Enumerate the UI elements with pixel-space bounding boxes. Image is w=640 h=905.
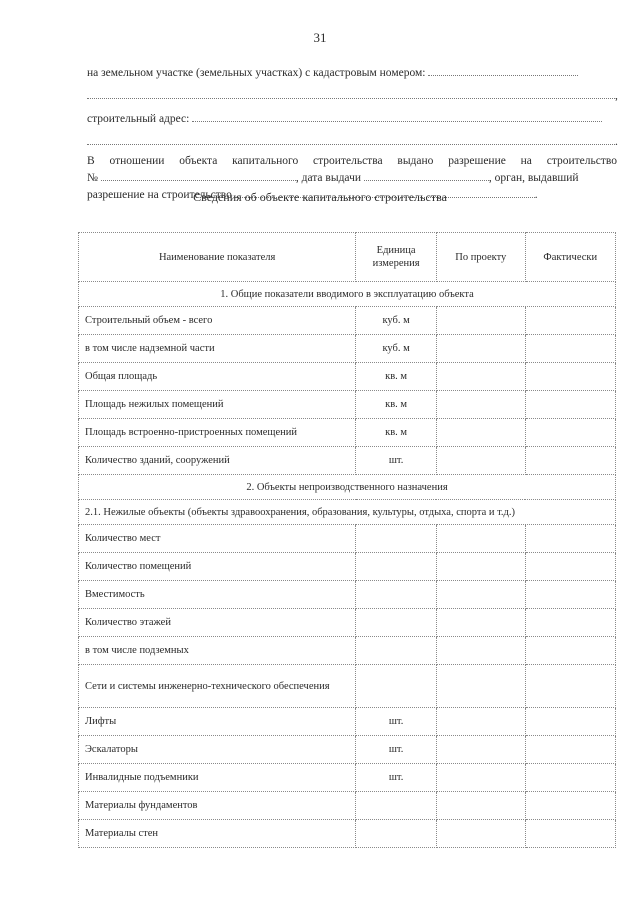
blank-line-2: . [87, 133, 617, 150]
row-name: Эскалаторы [79, 736, 356, 764]
table-row [79, 792, 616, 820]
table-row [79, 525, 616, 553]
row-project-cell[interactable] [436, 391, 525, 419]
row-project-cell[interactable] [436, 792, 525, 820]
permit-number-field[interactable] [101, 169, 296, 181]
row-project-cell[interactable] [436, 609, 525, 637]
table-row [79, 419, 616, 447]
row-project-cell[interactable] [436, 419, 525, 447]
row-unit [356, 609, 437, 637]
issuer-continuation-label: разрешение на строительство [87, 189, 232, 201]
row-project-cell[interactable] [436, 363, 525, 391]
row-unit [356, 581, 437, 609]
table-row [79, 391, 616, 419]
row-actual-cell[interactable] [525, 553, 615, 581]
row-unit: шт. [356, 708, 437, 736]
address-label: строительный адрес: [87, 113, 190, 125]
row-unit: кв. м [356, 419, 437, 447]
row-unit: кв. м [356, 363, 437, 391]
row-name: Площадь встроенно-пристроенных помещений [79, 419, 356, 447]
row-actual-cell[interactable] [525, 525, 615, 553]
row-project-cell[interactable] [436, 637, 525, 665]
table-row [79, 637, 616, 665]
row-unit [356, 665, 437, 708]
row-unit [356, 553, 437, 581]
row-actual-cell[interactable] [525, 391, 615, 419]
table-row [79, 553, 616, 581]
row-project-cell[interactable] [436, 820, 525, 848]
row-project-cell[interactable] [436, 736, 525, 764]
header-project: По проекту [436, 233, 525, 282]
table-row [79, 665, 616, 708]
row-actual-cell[interactable] [525, 581, 615, 609]
blank-line: , [87, 87, 617, 104]
number-sign: № [87, 172, 98, 184]
row-name: Общая площадь [79, 363, 356, 391]
table-row [79, 335, 616, 363]
table-row [79, 609, 616, 637]
row-unit [356, 792, 437, 820]
row-actual-cell[interactable] [525, 447, 615, 475]
row-actual-cell[interactable] [525, 764, 615, 792]
row-project-cell[interactable] [436, 708, 525, 736]
row-name: Количество зданий, сооружений [79, 447, 356, 475]
header-name: Наименование показателя [79, 233, 356, 282]
section1-title: 1. Общие показатели вводимого в эксплуатацию объекта [79, 282, 616, 307]
row-actual-cell[interactable] [525, 335, 615, 363]
row-name: в том числе подземных [79, 637, 356, 665]
table-row [79, 363, 616, 391]
row-project-cell[interactable] [436, 665, 525, 708]
table-row [79, 447, 616, 475]
row-name: Вместимость [79, 581, 356, 609]
row-unit: шт. [356, 736, 437, 764]
row-unit [356, 820, 437, 848]
row-name: Материалы стен [79, 820, 356, 848]
row-name: Площадь нежилых помещений [79, 391, 356, 419]
row-unit: куб. м [356, 335, 437, 363]
cadastral-label: на земельном участке (земельных участках) с кадастровым номером: [87, 67, 426, 79]
table-row [79, 307, 616, 335]
header-block [87, 64, 617, 203]
row-project-cell[interactable] [436, 525, 525, 553]
row-project-cell[interactable] [436, 447, 525, 475]
row-actual-cell[interactable] [525, 665, 615, 708]
cadastral-number-field[interactable] [428, 64, 578, 76]
row-name: Строительный объем - всего [79, 307, 356, 335]
row-actual-cell[interactable] [525, 637, 615, 665]
table-header-row [79, 233, 616, 282]
subsection21-row [79, 500, 616, 525]
permit-para-line3: разрешение на строительство . [87, 186, 617, 203]
row-project-cell[interactable] [436, 581, 525, 609]
row-name: Количество мест [79, 525, 356, 553]
row-actual-cell[interactable] [525, 708, 615, 736]
cadastral-line [87, 64, 617, 81]
row-actual-cell[interactable] [525, 307, 615, 335]
row-project-cell[interactable] [436, 764, 525, 792]
table-row [79, 708, 616, 736]
row-unit: кв. м [356, 391, 437, 419]
page-number: 31 [313, 30, 327, 45]
row-actual-cell[interactable] [525, 609, 615, 637]
row-unit: шт. [356, 764, 437, 792]
row-actual-cell[interactable] [525, 820, 615, 848]
header-unit: Единица измерения [356, 233, 437, 282]
row-unit: куб. м [356, 307, 437, 335]
table-row [79, 736, 616, 764]
section2-title: 2. Объекты непроизводственного назначения [79, 475, 616, 500]
row-project-cell[interactable] [436, 335, 525, 363]
row-actual-cell[interactable] [525, 736, 615, 764]
row-unit: шт. [356, 447, 437, 475]
row-unit [356, 637, 437, 665]
issue-date-field[interactable] [364, 169, 489, 181]
row-name: Инвалидные подъемники [79, 764, 356, 792]
row-name: Количество помещений [79, 553, 356, 581]
address-field[interactable] [192, 110, 602, 122]
issuer-label: орган, выдавший [494, 172, 579, 184]
table-row [79, 581, 616, 609]
row-actual-cell[interactable] [525, 419, 615, 447]
header-actual: Фактически [525, 233, 615, 282]
object-info-table [78, 232, 616, 848]
row-name: Количество этажей [79, 609, 356, 637]
row-name: Сети и системы инженерно-технического обеспечения [79, 665, 356, 708]
row-name: Материалы фундаментов [79, 792, 356, 820]
permit-para-line2: № , дата выдачи , орган, выдавший [87, 169, 617, 186]
cadastral-continuation-field[interactable] [87, 87, 615, 99]
row-actual-cell[interactable] [525, 363, 615, 391]
subsection21-title: 2.1. Нежилые объекты (объекты здравоохранения, образования, культуры, отдыха, спорта и т.д.) [79, 500, 616, 525]
row-actual-cell[interactable] [525, 792, 615, 820]
issue-date-label: дата выдачи [301, 172, 362, 184]
row-unit [356, 525, 437, 553]
row-name: Лифты [79, 708, 356, 736]
row-project-cell[interactable] [436, 553, 525, 581]
row-project-cell[interactable] [436, 307, 525, 335]
address-line [87, 110, 617, 127]
section1-row [79, 282, 616, 307]
address-continuation-field[interactable] [87, 133, 615, 145]
section2-row [79, 475, 616, 500]
section-title: Сведения об объекте капитального строительства [193, 190, 447, 204]
row-name: в том числе надземной части [79, 335, 356, 363]
table-row [79, 820, 616, 848]
permit-para-line1: В отношении объекта капитального строительства выдано разрешение на строительство [87, 155, 617, 167]
table-row [79, 764, 616, 792]
